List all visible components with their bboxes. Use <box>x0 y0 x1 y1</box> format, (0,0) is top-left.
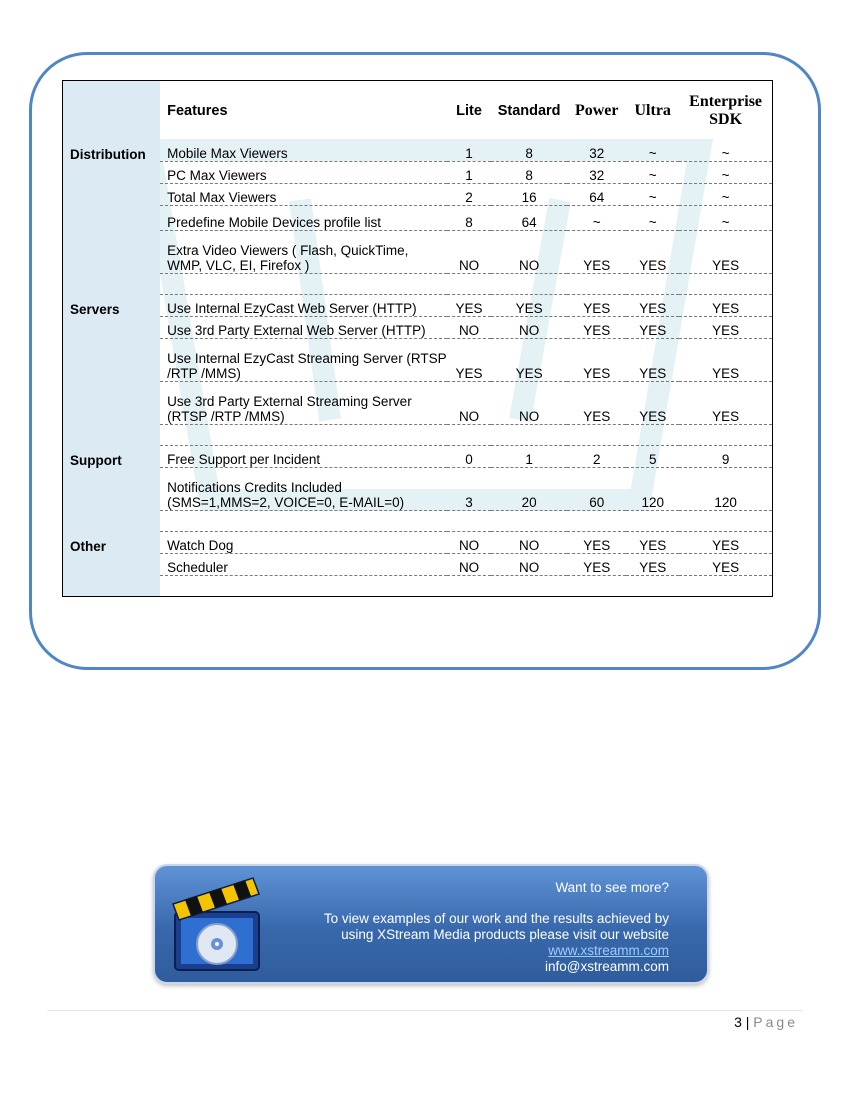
empty-cell <box>626 425 679 446</box>
value-standard: NO <box>491 231 567 274</box>
empty-cell <box>567 274 626 295</box>
feature-label-line2: (SMS=1,MMS=2, VOICE=0, E-MAIL=0) <box>167 495 405 510</box>
features-header: Features <box>167 102 228 119</box>
empty-cell <box>567 511 626 532</box>
value-lite: NO <box>447 382 491 425</box>
value-ultra: YES <box>626 339 679 382</box>
table-row <box>63 532 773 554</box>
category-other: Other <box>63 532 161 554</box>
value-standard: NO <box>491 554 567 576</box>
empty-cell <box>491 274 567 295</box>
value-lite: YES <box>447 295 491 317</box>
value-enterprise: YES <box>679 317 772 339</box>
value-enterprise: YES <box>679 231 772 274</box>
value-ultra: 5 <box>626 446 679 468</box>
empty-cell <box>491 425 567 446</box>
value-power: YES <box>567 554 626 576</box>
value-ultra: ~ <box>626 206 679 231</box>
category-cell <box>63 317 161 339</box>
table-row <box>63 184 773 206</box>
banner-line2: using XStream Media products please visit our website <box>341 927 669 942</box>
feature-label: Use Internal EzyCast Web Server (HTTP) <box>160 295 447 317</box>
category-servers: Servers <box>63 295 161 317</box>
value-enterprise: ~ <box>679 206 772 231</box>
empty-cell <box>160 576 447 597</box>
category-cell <box>63 382 161 425</box>
category-cell <box>63 468 161 511</box>
value-power: ~ <box>567 206 626 231</box>
value-power: 32 <box>567 140 626 162</box>
table-row <box>63 554 773 576</box>
value-enterprise: ~ <box>679 162 772 184</box>
value-lite: NO <box>447 231 491 274</box>
movie-clapper-disc-icon <box>167 874 267 978</box>
value-lite: NO <box>447 317 491 339</box>
category-cell <box>63 206 161 231</box>
feature-label: Scheduler <box>160 554 447 576</box>
feature-label: Predefine Mobile Devices profile list <box>160 206 447 231</box>
value-power: YES <box>567 339 626 382</box>
empty-cell <box>160 274 447 295</box>
empty-cell <box>447 425 491 446</box>
standard-header: Standard <box>497 102 561 119</box>
feature-label <box>160 468 447 511</box>
value-power: YES <box>567 231 626 274</box>
empty-cell <box>160 425 447 446</box>
banner-question: Want to see more? <box>555 880 669 895</box>
value-power: YES <box>567 295 626 317</box>
see-more-banner <box>153 864 709 984</box>
empty-cell <box>491 511 567 532</box>
enterprise-sdk-header <box>679 81 772 141</box>
value-lite: YES <box>447 339 491 382</box>
empty-cell <box>679 425 772 446</box>
value-standard: 8 <box>491 140 567 162</box>
value-power: YES <box>567 382 626 425</box>
empty-cell <box>491 576 567 597</box>
value-lite: 2 <box>447 184 491 206</box>
empty-cell <box>626 576 679 597</box>
value-ultra: ~ <box>626 184 679 206</box>
value-enterprise: 120 <box>679 468 772 511</box>
spacer-row <box>63 274 773 295</box>
value-power: 60 <box>567 468 626 511</box>
value-lite: 0 <box>447 446 491 468</box>
banner-line1: To view examples of our work and the results achieved by <box>323 911 669 926</box>
category-cell <box>63 162 161 184</box>
enterprise-header-line1: Enterprise <box>689 92 763 110</box>
website-link[interactable]: www.xstreamm.com <box>548 943 669 958</box>
value-enterprise: YES <box>679 554 772 576</box>
feature-label <box>160 231 447 274</box>
value-lite: NO <box>447 532 491 554</box>
feature-label-line1: Extra Video Viewers ( Flash, QuickTime, <box>167 243 409 258</box>
feature-label-line1: Use Internal EzyCast Streaming Server (RTSP <box>167 351 447 366</box>
value-power: 32 <box>567 162 626 184</box>
empty-cell <box>447 576 491 597</box>
spacer-row <box>63 511 773 532</box>
value-standard: 64 <box>491 206 567 231</box>
category-cell <box>63 425 161 446</box>
empty-cell <box>160 511 447 532</box>
value-standard: YES <box>491 295 567 317</box>
feature-label <box>160 382 447 425</box>
value-lite: 8 <box>447 206 491 231</box>
value-lite: NO <box>447 554 491 576</box>
value-enterprise: YES <box>679 382 772 425</box>
table-row <box>63 162 773 184</box>
value-ultra: YES <box>626 231 679 274</box>
category-cell <box>63 184 161 206</box>
feature-label-line1: Notifications Credits Included <box>167 480 342 495</box>
value-ultra: YES <box>626 554 679 576</box>
value-enterprise: YES <box>679 339 772 382</box>
value-ultra: 120 <box>626 468 679 511</box>
feature-label: Free Support per Incident <box>160 446 447 468</box>
table-row <box>63 206 773 231</box>
value-power: YES <box>567 317 626 339</box>
value-standard: 1 <box>491 446 567 468</box>
value-enterprise: 9 <box>679 446 772 468</box>
table-row <box>63 382 773 425</box>
feature-label-line1: Use 3rd Party External Streaming Server <box>167 394 412 409</box>
feature-label-line2: /RTP /MMS) <box>167 366 241 381</box>
table-row <box>63 140 773 162</box>
value-standard: 20 <box>491 468 567 511</box>
table-row <box>63 446 773 468</box>
lite-header: Lite <box>456 102 482 119</box>
power-header: Power <box>574 101 619 119</box>
table-row <box>63 339 773 382</box>
value-ultra: YES <box>626 532 679 554</box>
value-ultra: ~ <box>626 140 679 162</box>
page-number-separator: | <box>745 1014 750 1030</box>
value-standard: 16 <box>491 184 567 206</box>
table-row <box>63 468 773 511</box>
category-cell <box>63 274 161 295</box>
empty-cell <box>567 425 626 446</box>
banner-text <box>324 880 669 975</box>
value-power: 2 <box>567 446 626 468</box>
table-header-row <box>63 81 773 141</box>
empty-cell <box>679 576 772 597</box>
value-standard: YES <box>491 339 567 382</box>
value-standard: 8 <box>491 162 567 184</box>
feature-label-line2: WMP, VLC, EI, Firefox ) <box>167 258 310 273</box>
table-row <box>63 317 773 339</box>
feature-label: Watch Dog <box>160 532 447 554</box>
value-ultra: YES <box>626 295 679 317</box>
value-ultra: YES <box>626 382 679 425</box>
spacer-row <box>63 576 773 597</box>
empty-cell <box>679 274 772 295</box>
category-cell <box>63 231 161 274</box>
feature-comparison-table <box>62 80 773 597</box>
value-lite: 3 <box>447 468 491 511</box>
category-cell <box>63 339 161 382</box>
value-standard: NO <box>491 382 567 425</box>
spacer-row <box>63 425 773 446</box>
value-ultra: ~ <box>626 162 679 184</box>
enterprise-header-line2: SDK <box>709 110 743 128</box>
value-enterprise: YES <box>679 295 772 317</box>
value-standard: NO <box>491 532 567 554</box>
value-enterprise: ~ <box>679 184 772 206</box>
value-lite: 1 <box>447 162 491 184</box>
value-ultra: YES <box>626 317 679 339</box>
footer-divider <box>47 1010 802 1011</box>
feature-label: Use 3rd Party External Web Server (HTTP) <box>160 317 447 339</box>
page-label: Page <box>753 1014 798 1030</box>
empty-cell <box>626 511 679 532</box>
value-power: 64 <box>567 184 626 206</box>
empty-cell <box>447 511 491 532</box>
category-cell <box>63 81 161 141</box>
feature-label: PC Max Viewers <box>160 162 447 184</box>
value-power: YES <box>567 532 626 554</box>
page-number <box>734 1014 798 1030</box>
feature-label-line2: (RTSP /RTP /MMS) <box>167 409 285 424</box>
table-row <box>63 295 773 317</box>
category-support: Support <box>63 446 161 468</box>
value-lite: 1 <box>447 140 491 162</box>
feature-label: Total Max Viewers <box>160 184 447 206</box>
ultra-header: Ultra <box>634 101 671 119</box>
empty-cell <box>447 274 491 295</box>
page-number-value: 3 <box>734 1014 742 1030</box>
category-cell <box>63 554 161 576</box>
email-text: info@xstreamm.com <box>545 959 669 974</box>
value-enterprise: YES <box>679 532 772 554</box>
table-row <box>63 231 773 274</box>
category-cell <box>63 576 161 597</box>
empty-cell <box>679 511 772 532</box>
category-cell <box>63 511 161 532</box>
value-standard: NO <box>491 317 567 339</box>
value-enterprise: ~ <box>679 140 772 162</box>
feature-label: Mobile Max Viewers <box>160 140 447 162</box>
feature-label <box>160 339 447 382</box>
category-distribution: Distribution <box>63 140 161 162</box>
empty-cell <box>567 576 626 597</box>
empty-cell <box>626 274 679 295</box>
